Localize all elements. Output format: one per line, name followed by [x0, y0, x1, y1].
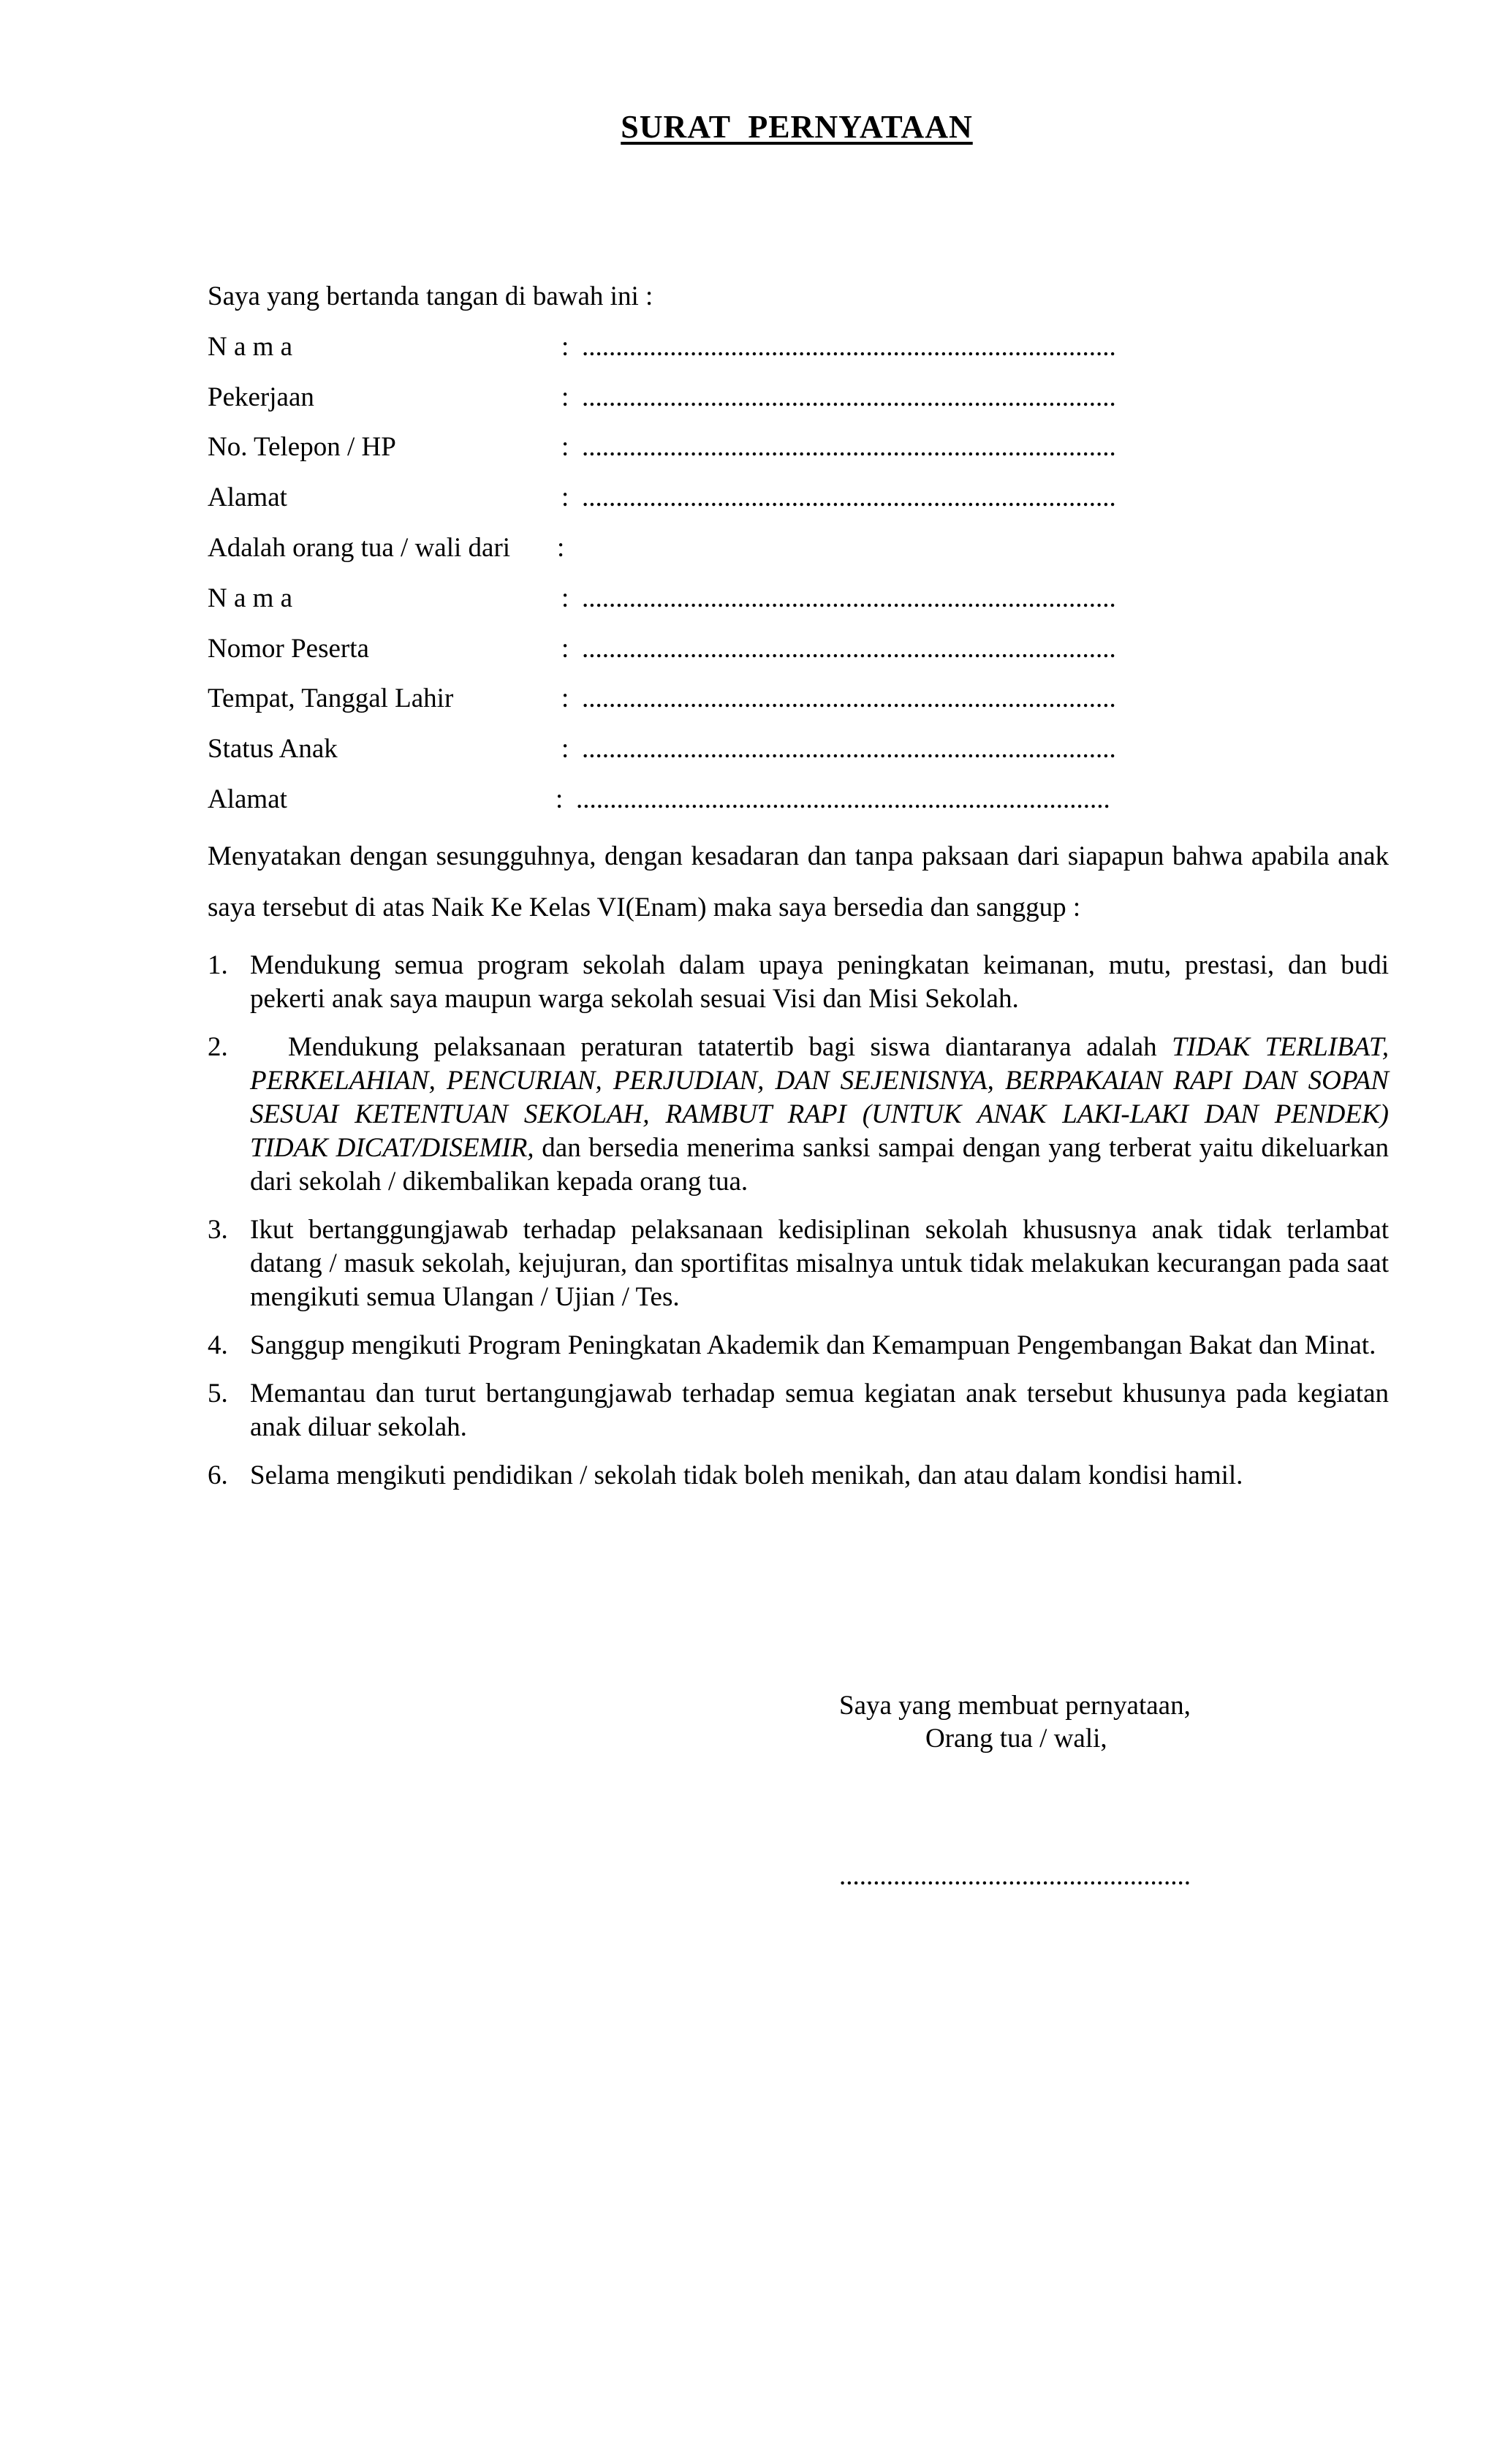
field-label: Alamat	[208, 784, 287, 814]
field-dots: ...............................................................................	[582, 583, 1116, 613]
document-title: SURAT PERNYATAAN	[621, 109, 973, 145]
commitment-list	[208, 949, 1389, 1507]
list-item-text: Mendukung semua program sekolah dalam upaya peningkatan keimanan, mutu, prestasi, dan budi pekerti anak saya maupun warga sekolah sesuai Visi dan Misi Sekolah.	[250, 950, 1389, 1014]
statement-paragraph: Menyatakan dengan sesungguhnya, dengan kesadaran dan tanpa paksaan dari siapapun bahwa apabila anak saya tersebut di atas Naik Ke Kelas VI(Enam) maka saya bersedia dan sanggup :	[208, 841, 1389, 922]
field-dots: ...............................................................................	[582, 634, 1116, 664]
field-dots: ...............................................................................	[582, 432, 1116, 462]
field-label: Nomor Peserta	[208, 634, 369, 664]
list-item-text	[250, 1031, 1389, 1199]
list-item	[208, 1377, 1389, 1444]
list-item-text-start: Mendukung pelaksanaan peraturan tatatertib bagi siswa diantaranya adalah	[288, 1032, 1172, 1062]
field-label: Status Anak	[208, 734, 338, 764]
field-colon: :	[561, 683, 569, 713]
field-dots: ...............................................................................	[582, 382, 1116, 412]
list-item-text-end: dan bersedia menerima sanksi sampai dengan yang terberat yaitu dikeluarkan dari sekolah / dikembalikan kepada orang tua.	[250, 1133, 1389, 1197]
list-item	[208, 1031, 1389, 1199]
list-item-number: 5.	[208, 1379, 228, 1409]
signature-dots: ....................................................	[839, 1861, 1191, 1891]
list-item	[208, 1213, 1389, 1314]
field-label: Adalah orang tua / wali dari	[208, 533, 511, 563]
list-item-text: Sanggup mengikuti Program Peningkatan Akademik dan Kemampuan Pengembangan Bakat dan Minat.	[250, 1330, 1376, 1360]
field-colon: :	[556, 784, 564, 814]
field-colon: :	[561, 634, 569, 664]
list-item-text: Ikut bertanggungjawab terhadap pelaksanaan kedisiplinan sekolah khususnya anak tidak terlambat datang / masuk sekolah, kejujuran, dan sportifitas misalnya untuk tidak melakukan kecurangan pada saat mengikuti semua Ulangan / Ujian / Tes.	[250, 1215, 1389, 1312]
list-item-number: 1.	[208, 950, 228, 980]
field-colon: :	[561, 382, 569, 412]
field-label: N a m a	[208, 583, 293, 613]
list-item	[208, 949, 1389, 1016]
signature-line2: Orang tua / wali,	[925, 1724, 1107, 1754]
field-dots: ...............................................................................	[576, 784, 1110, 814]
field-label: Tempat, Tanggal Lahir	[208, 683, 454, 713]
field-colon: :	[561, 734, 569, 764]
field-dots: ...............................................................................	[582, 482, 1116, 512]
list-item-number: 3.	[208, 1215, 228, 1245]
list-item-number: 6.	[208, 1460, 228, 1490]
field-label: N a m a	[208, 332, 293, 362]
list-item-number: 2.	[208, 1032, 228, 1062]
field-dots: ...............................................................................	[582, 332, 1116, 362]
signature-line1: Saya yang membuat pernyataan,	[839, 1691, 1191, 1721]
field-label: No. Telepon / HP	[208, 432, 396, 462]
field-colon: :	[561, 583, 569, 613]
field-label: Alamat	[208, 482, 287, 512]
list-item-text: Memantau dan turut bertangungjawab terhadap semua kegiatan anak tersebut khusunya pada kegiatan anak diluar sekolah.	[250, 1379, 1389, 1442]
intro-text: Saya yang bertanda tangan di bawah ini :	[208, 281, 653, 311]
list-item-text: Selama mengikuti pendidikan / sekolah tidak boleh menikah, dan atau dalam kondisi hamil.	[250, 1460, 1243, 1490]
field-colon: :	[561, 482, 569, 512]
list-item-number: 4.	[208, 1330, 228, 1360]
field-colon: :	[557, 533, 565, 563]
field-label: Pekerjaan	[208, 382, 314, 412]
field-colon: :	[561, 432, 569, 462]
field-colon: :	[561, 332, 569, 362]
field-dots: ...............................................................................	[582, 734, 1116, 764]
list-item-text-italic: TIDAK TERLIBAT, PERKELAHIAN, PENCURIAN, PERJUDIAN, DAN SEJENISNYA, BERPAKAIAN RAPI DAN SOPAN SESUAI KETENTUAN SEKOLAH, RAMBUT RAPI (UNTUK ANAK LAKI-LAKI DAN PENDEK) TIDAK DICAT/DISEMIR,	[250, 1032, 1389, 1163]
list-item	[208, 1459, 1389, 1493]
list-item	[208, 1329, 1389, 1362]
field-dots: ...............................................................................	[582, 683, 1116, 713]
